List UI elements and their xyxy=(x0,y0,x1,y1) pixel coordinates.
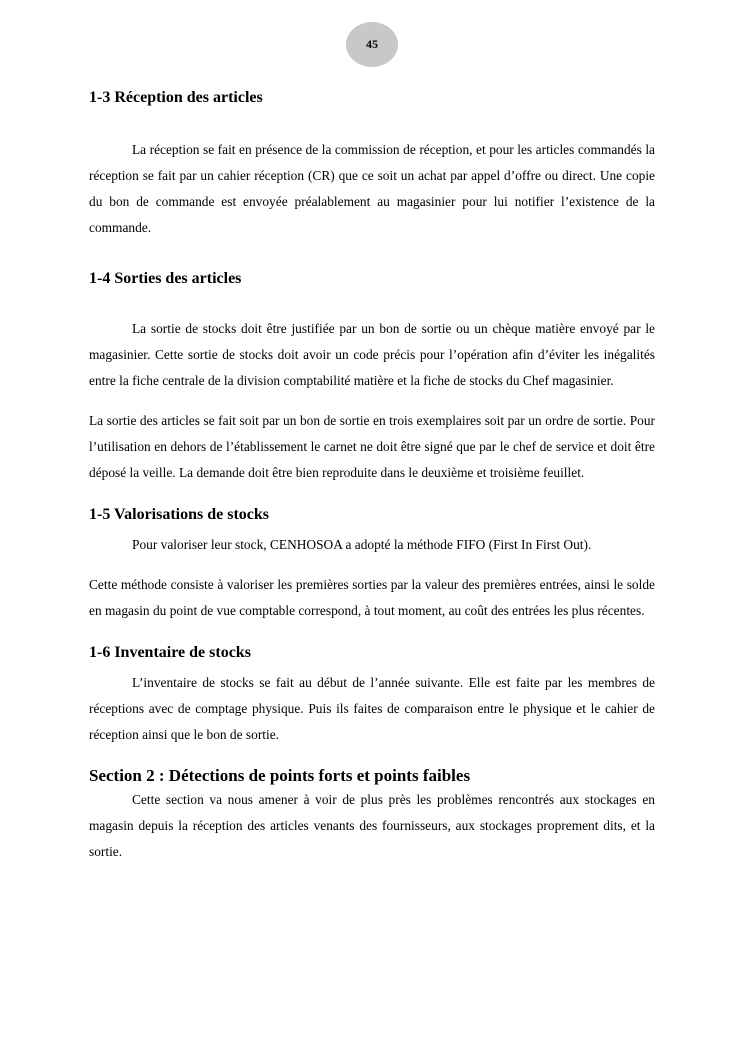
page-number: 45 xyxy=(346,22,398,67)
paragraph-inventaire: L’inventaire de stocks se fait au début de l’année suivante. Elle est faite par les membres de réceptions avec de comptage physique. Puis ils faites de comparaison entre le physique et le cahier de réception ainsi que le bon de sortie. xyxy=(89,675,655,742)
paragraph-reception: La réception se fait en présence de la commission de réception, et pour les articles commandés la réception se fait par un cahier réception (CR) que ce soit un achat par appel d’offre ou direct. Une copie du bon de commande est envoyée préalablement au magasinier pour lui notifier l’existence de la commande. xyxy=(89,142,655,235)
heading-sorties-articles: 1-4 Sorties des articles xyxy=(89,270,242,287)
heading-valorisations-stocks: 1-5 Valorisations de stocks xyxy=(89,506,270,523)
paragraph-fifo: Pour valoriser leur stock, CENHOSOA a adopté la méthode FIFO (First In First Out). xyxy=(132,537,592,552)
heading-inventaire-stocks: 1-6 Inventaire de stocks xyxy=(89,644,251,661)
paragraph-sortie-exemplaires: La sortie des articles se fait soit par un bon de sortie en trois exemplaires soit par un ordre de sortie. Pour l’utilisation en dehors de l’établissement le carnet ne doit être signé que par le chef de service et doit être déposé la veille. La demande doit être bien reproduite dans le deuxième et troisième feuillet. xyxy=(89,413,655,480)
paragraph-section-2: Cette section va nous amener à voir de plus près les problèmes rencontrés aux stockages en magasin depuis la réception des articles venants des fournisseurs, aux stockages proprement dits, et la sortie. xyxy=(89,792,655,859)
paragraph-sortie-justification: La sortie de stocks doit être justifiée par un bon de sortie ou un chèque matière envoyé par le magasinier. Cette sortie de stocks doit avoir un code précis pour l’opération afin d’éviter les inégalités entre la fiche centrale de la division comptabilité matière et la fiche de stocks du Chef magasinier. xyxy=(89,321,655,388)
heading-section-2: Section 2 : Détections de points forts et points faibles xyxy=(89,766,471,785)
heading-reception-articles: 1-3 Réception des articles xyxy=(89,89,263,106)
document-body xyxy=(89,86,655,865)
paragraph-methode: Cette méthode consiste à valoriser les premières sorties par la valeur des premières entrées, ainsi le solde en magasin du point de vue comptable correspond, à tout moment, au coût des entrées les plus récentes. xyxy=(89,577,655,618)
